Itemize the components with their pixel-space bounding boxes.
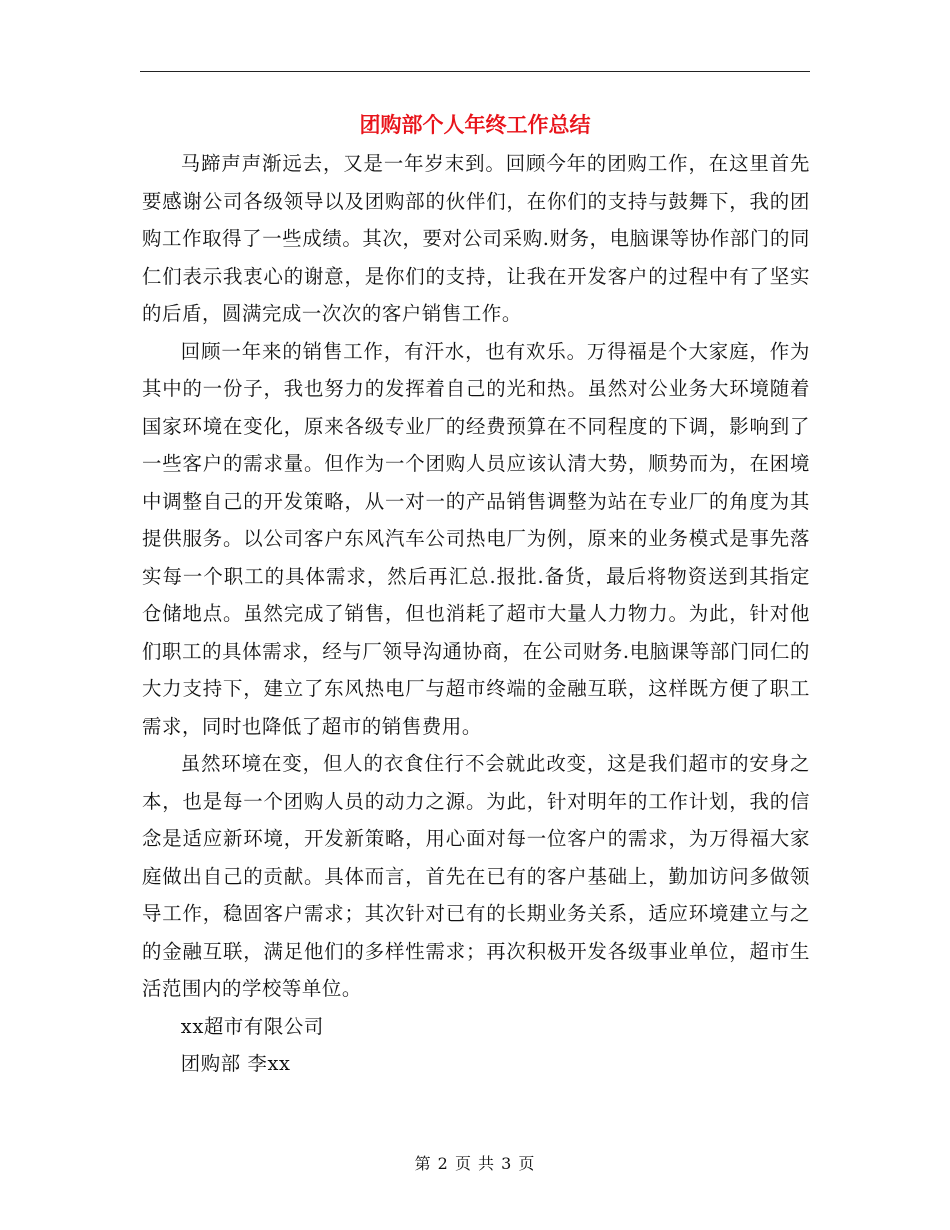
page-indicator: 第 2 页 共 3 页: [414, 1154, 536, 1173]
signature-department-author: 团购部 李xx: [180, 1052, 291, 1075]
paragraph-1: 马蹄声声渐远去，又是一年岁末到。回顾今年的团购工作，在这里首先要感谢公司各级领导以及团购部的伙伴们，在你们的支持与鼓舞下，我的团购工作取得了一些成绩。其次，要对公司采购.财务，电脑课等协作部门的同仁们表示我衷心的谢意，是你们的支持，让我在开发客户的过程中有了坚实的后盾，圆满完成一次次的客户销售工作。: [142, 152, 810, 325]
paragraph-2: 回顾一年来的销售工作，有汗水，也有欢乐。万得福是个大家庭，作为其中的一份子，我也努力的发挥着自己的光和热。虽然对公业务大环境随着国家环境在变化，原来各级专业厂的经费预算在不同程度的下调，影响到了一些客户的需求量。但作为一个团购人员应该认清大势，顺势而为，在困境中调整自己的开发策略，从一对一的产品销售调整为站在专业厂的角度为其提供服务。以公司客户东风汽车公司热电厂为例，原来的业务模式是事先落实每一个职工的具体需求，然后再汇总.报批.备货，最后将物资送到其指定仓储地点。虽然完成了销售，但也消耗了超市大量人力物力。为此，针对他们职工的具体需求，经与厂领导沟通协商，在公司财务.电脑课等部门同仁的大力支持下，建立了东风热电厂与超市终端的金融互联，这样既方便了职工需求，同时也降低了超市的销售费用。: [142, 339, 810, 738]
paragraph-3: 虽然环境在变，但人的衣食住行不会就此改变，这是我们超市的安身之本，也是每一个团购人员的动力之源。为此，针对明年的工作计划，我的信念是适应新环境，开发新策略，用心面对每一位客户的需求，为万得福大家庭做出自己的贡献。具体而言，首先在已有的客户基础上，勤加访问多做领导工作，稳固客户需求；其次针对已有的长期业务关系，适应环境建立与之的金融互联，满足他们的多样性需求；再次积极开发各级事业单位，超市生活范围内的学校等单位。: [142, 752, 810, 1000]
document-body: [142, 145, 810, 1083]
signature-company: xx超市有限公司: [180, 1014, 324, 1038]
document-title: 团购部个人年终工作总结: [359, 113, 591, 137]
header-rule: [140, 71, 810, 72]
